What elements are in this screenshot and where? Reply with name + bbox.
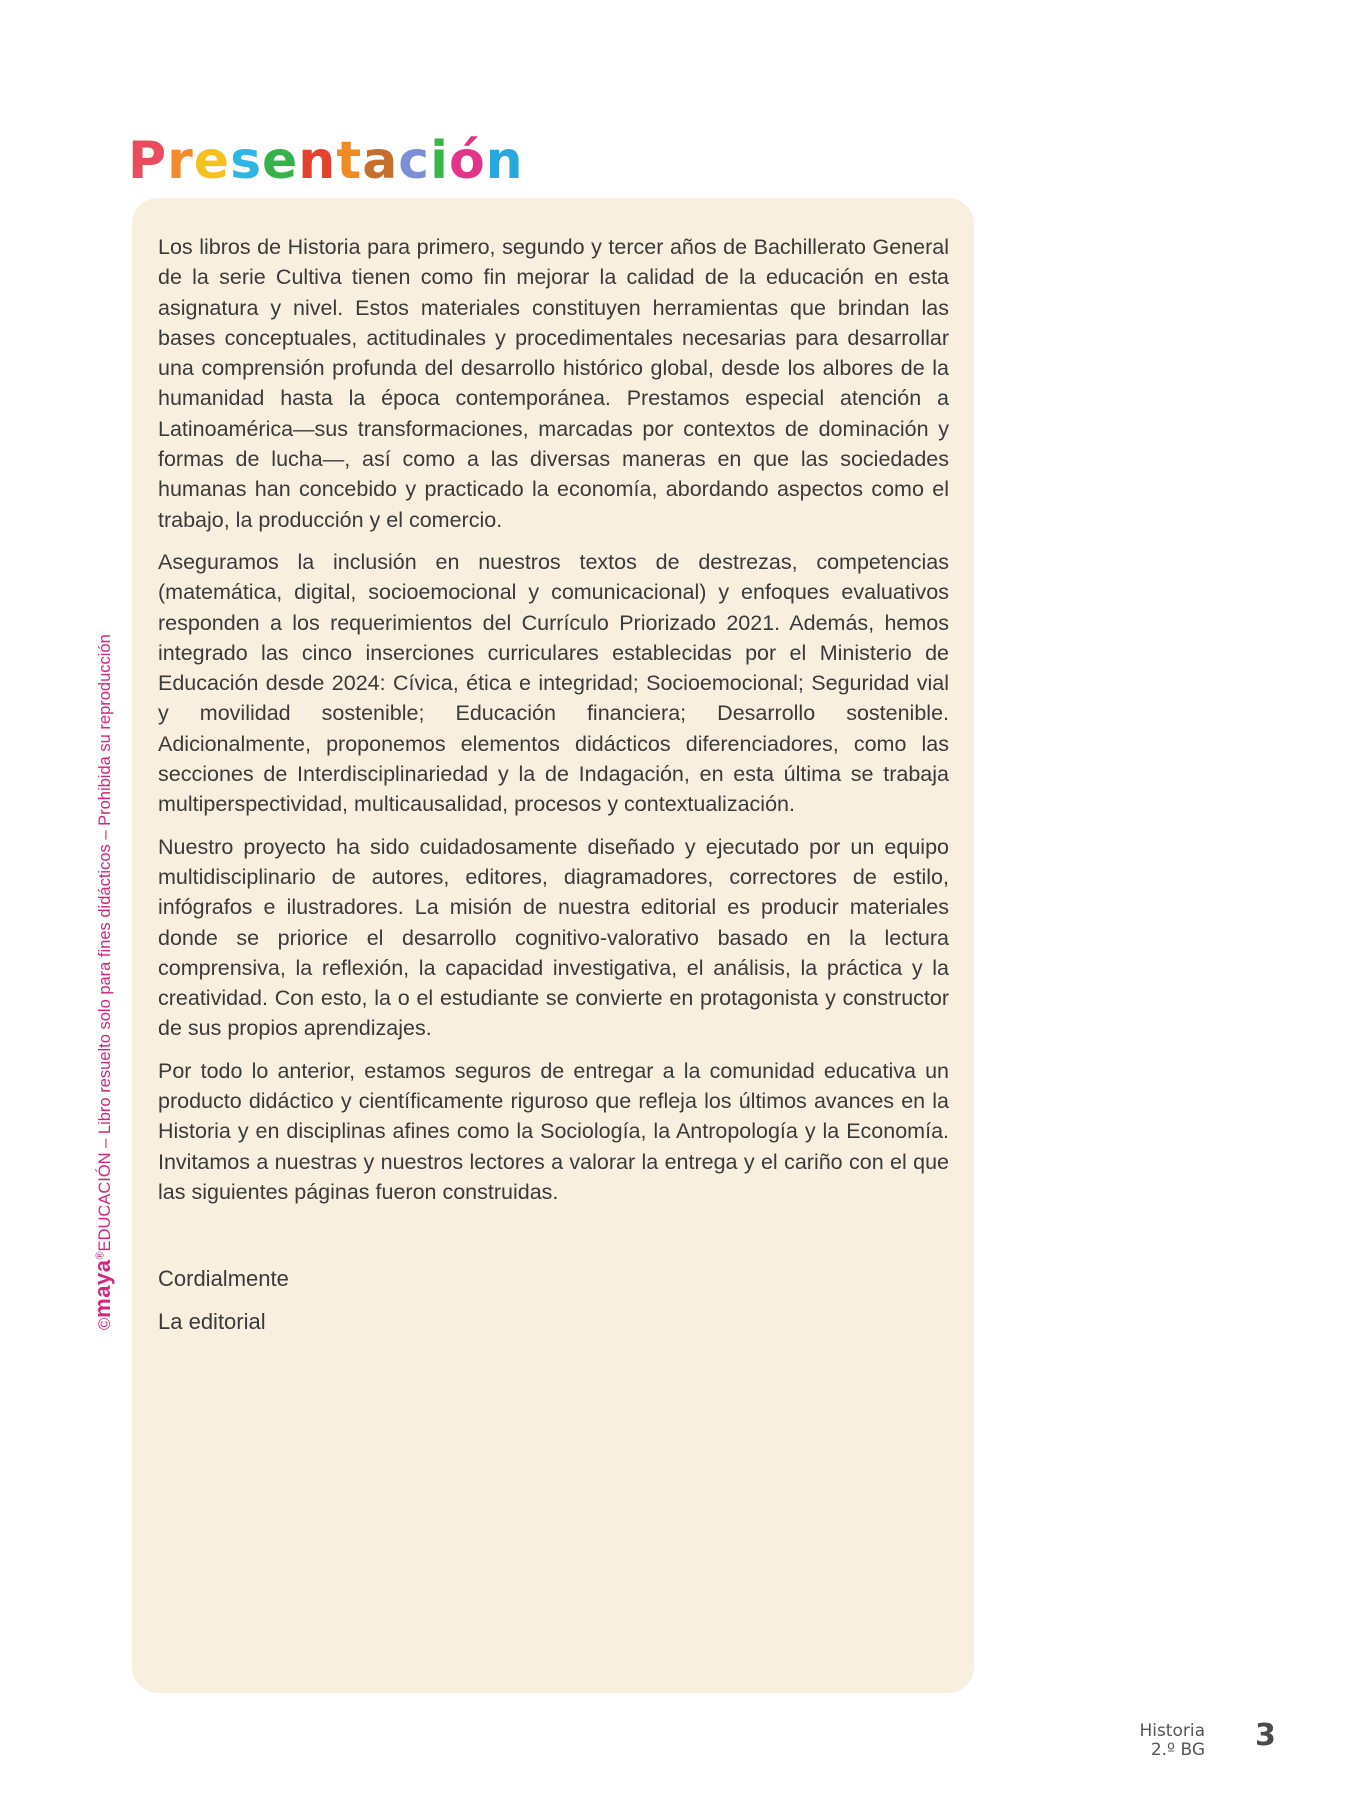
page-number: 3 bbox=[1255, 1718, 1276, 1753]
title-letter: P bbox=[128, 130, 168, 191]
footer-subject-name: Historia bbox=[1139, 1721, 1205, 1741]
footer-level: 2.º BG bbox=[1150, 1740, 1205, 1760]
page-title bbox=[128, 130, 524, 191]
title-letter: ó bbox=[448, 130, 486, 191]
closing bbox=[158, 1266, 289, 1352]
copyright-text: EDUCACIÓN – Libro resuelto solo para fines didácticos – Prohibida su reproducción bbox=[96, 634, 114, 1252]
title-letter: t bbox=[336, 130, 363, 191]
paragraph-1: Los libros de Historia para primero, segundo y tercer años de Bachillerato General de la serie Cultiva tienen como fin mejorar la calidad de la educación en esta asignatura y nivel. Estos materiales constituyen herramientas que brindan las bases conceptuales, actitudinales y procedimentales necesarias para desarrollar una comprensión profunda del desarrollo histórico global, desde los albores de la humanidad hasta la época contemporánea. Prestamos especial atención a Latinoamérica—sus transformaciones, marcadas por contextos de dominación y formas de lucha—, así como a las diversas maneras en que las sociedades humanas han concebido y practicado la economía, abordando aspectos como el trabajo, la producción y el comercio. bbox=[158, 235, 949, 532]
copyright-notice bbox=[90, 500, 116, 1330]
title-letter: r bbox=[167, 130, 194, 191]
title-letter: i bbox=[430, 130, 449, 191]
copyright-symbol: © bbox=[96, 1317, 114, 1330]
title-letter: s bbox=[230, 130, 263, 191]
title-letter: a bbox=[362, 130, 399, 191]
title-letter: e bbox=[193, 130, 231, 191]
salutation: Cordialmente bbox=[158, 1266, 289, 1291]
brand-logo: maya bbox=[90, 1259, 115, 1318]
title-letter: n bbox=[485, 130, 524, 191]
title-letter: e bbox=[262, 130, 299, 191]
title-letter: c bbox=[398, 130, 431, 191]
paragraph-2: Aseguramos la inclusión en nuestros textos de destrezas, competencias (matemática, digital, socioemocional y comunicacional) y enfoques evaluativos responden a los requerimientos del Currículo Priorizado 2021. Además, hemos integrado las cinco inserciones curriculares establecidas por el Ministerio de Educación desde 2024: Cívica, ética e integridad; Socioemocional; Seguridad vial y movilidad sostenible; Educación financiera; Desarrollo sostenible. Adicionalmente, proponemos elementos didácticos diferenciadores, como las secciones de Interdisciplinariedad y la de Indagación, en esta última se trabaja multiperspectividad, multicausalidad, procesos y contextualización. bbox=[158, 549, 949, 817]
footer-subject bbox=[1139, 1722, 1205, 1760]
title-letter: n bbox=[298, 130, 337, 191]
body-text bbox=[158, 232, 949, 1219]
paragraph-4: Por todo lo anterior, estamos seguros de entregar a la comunidad educativa un producto didáctico y científicamente riguroso que refleja los últimos avances en la Historia y en disciplinas afines como la Sociología, la Antropología y la Economía. Invitamos a nuestras y nuestros lectores a valorar la entrega y el cariño con el que las siguientes páginas fueron construidas. bbox=[158, 1058, 949, 1204]
signature: La editorial bbox=[158, 1309, 266, 1334]
registered-mark: ® bbox=[94, 1251, 107, 1260]
paragraph-3: Nuestro proyecto ha sido cuidadosamente diseñado y ejecutado por un equipo multidisciplinario de autores, editores, diagramadores, correctores de estilo, infógrafos e ilustradores. La misión de nuestra editorial es producir materiales donde se priorice el desarrollo cognitivo-valorativo basado en la lectura comprensiva, la reflexión, la capacidad investigativa, el análisis, la práctica y la creatividad. Con esto, la o el estudiante se convierte en protagonista y constructor de sus propios aprendizajes. bbox=[158, 834, 949, 1041]
